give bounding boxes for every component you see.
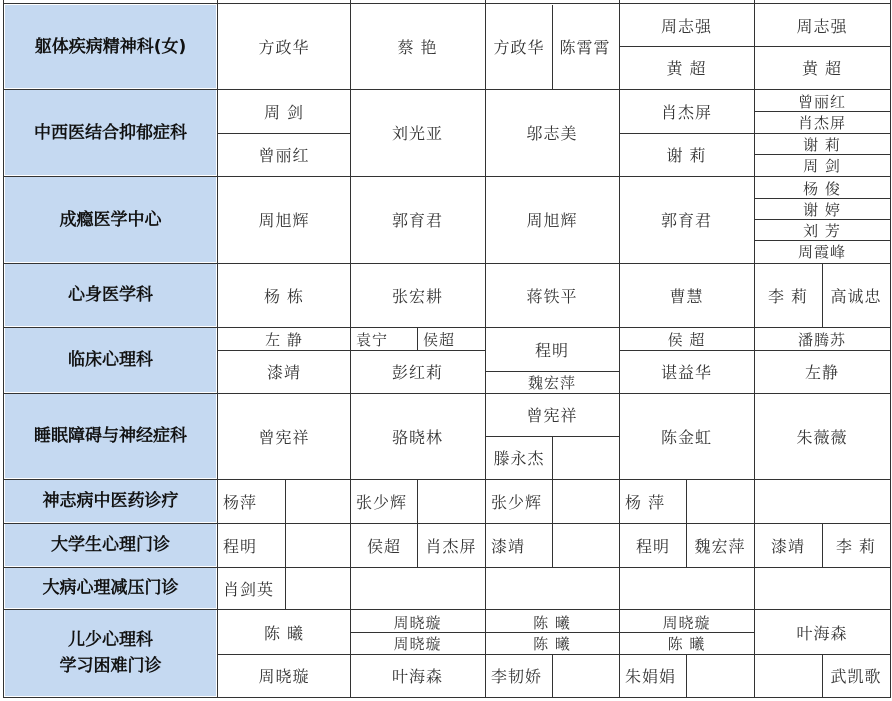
dept-header: 大病心理减压门诊	[5, 568, 216, 608]
grid-line	[3, 176, 890, 177]
grid-line	[754, 219, 890, 220]
table-cell: 黄 超	[801, 59, 843, 78]
table-cell: 方政华	[258, 38, 310, 57]
grid-line	[3, 393, 890, 394]
grid-line	[417, 327, 418, 350]
table-cell: 周旭辉	[258, 211, 310, 230]
grid-line	[552, 436, 553, 480]
table-cell: 侯超	[366, 536, 401, 556]
table-cell: 曾丽红	[797, 92, 846, 111]
table-cell: 杨 萍	[625, 492, 666, 512]
table-cell: 骆晓林	[391, 427, 443, 447]
table-cell: 叶海森	[796, 623, 848, 643]
grid-line	[485, 0, 486, 698]
table-cell: 程明	[635, 536, 670, 556]
dept-header: 临床心理科	[5, 328, 216, 392]
dept-header-line: 学习困难门诊	[59, 656, 162, 676]
grid-line	[217, 350, 485, 351]
grid-line	[3, 3, 890, 4]
table-cell: 肖杰屏	[425, 536, 477, 556]
grid-line	[822, 654, 823, 698]
table-cell: 朱娟娟	[625, 667, 677, 686]
grid-line	[754, 0, 755, 698]
table-cell: 方政华	[493, 38, 545, 57]
table-cell: 左静	[804, 363, 839, 382]
table-cell: 邬志美	[526, 124, 578, 143]
table-cell: 曹慧	[669, 286, 704, 306]
table-cell: 朱薇薇	[796, 427, 848, 447]
dept-header: 成瘾医学中心	[5, 177, 216, 262]
table-cell: 谌益华	[660, 363, 712, 382]
grid-line	[217, 0, 218, 698]
dept-header: 中西医结合抑郁症科	[5, 90, 216, 175]
table-cell: 谢 婷	[803, 200, 841, 219]
table-cell: 陈 曦	[263, 623, 305, 643]
grid-line	[350, 0, 351, 698]
table-cell: 周霞峰	[797, 243, 846, 261]
grid-line	[217, 654, 350, 655]
table-cell: 刘 芳	[803, 221, 841, 240]
grid-line	[822, 523, 823, 567]
table-cell: 李 莉	[835, 536, 877, 556]
grid-line	[552, 654, 553, 698]
dept-header	[5, 610, 216, 696]
grid-line	[822, 263, 823, 327]
grid-line	[686, 654, 687, 698]
grid-line	[3, 327, 890, 328]
table-cell: 漆靖	[266, 363, 301, 382]
grid-line	[619, 0, 620, 698]
table-cell: 彭红莉	[391, 363, 443, 382]
dept-header-line: 儿少心理科	[68, 630, 153, 650]
table-cell: 叶海森	[391, 667, 443, 686]
dept-header: 大学生心理门诊	[5, 524, 216, 566]
table-cell: 谢 莉	[803, 135, 841, 154]
table-cell: 周志强	[796, 16, 848, 36]
table-cell: 蔡 艳	[397, 38, 438, 57]
grid-line	[350, 632, 754, 633]
table-cell: 杨萍	[223, 492, 258, 512]
table-cell: 黄 超	[666, 59, 707, 78]
table-cell: 李韧娇	[491, 667, 543, 686]
table-cell: 谢 莉	[666, 146, 707, 165]
table-cell: 程明	[223, 536, 258, 556]
table-cell: 周晓璇	[662, 613, 711, 632]
table-cell: 周 剑	[803, 156, 841, 175]
table-cell: 侯超	[423, 330, 456, 349]
grid-line	[3, 263, 890, 264]
table-cell: 周晓璇	[393, 634, 442, 653]
table-cell: 滕永杰	[493, 449, 545, 468]
table-cell: 周志强	[660, 16, 712, 36]
grid-line	[285, 567, 286, 609]
dept-header: 睡眠障碍与神经症科	[5, 394, 216, 478]
grid-line	[552, 523, 553, 567]
table-cell: 肖杰屏	[797, 113, 846, 132]
table-cell: 魏宏萍	[694, 536, 746, 556]
grid-line	[417, 479, 418, 523]
table-cell: 刘光亚	[391, 124, 443, 143]
grid-line	[3, 697, 890, 698]
table-cell: 陈 曦	[533, 634, 571, 653]
dept-header: 心身医学科	[5, 264, 216, 326]
table-cell: 杨 俊	[803, 179, 841, 198]
table-cell: 左 静	[265, 330, 303, 349]
grid-line	[754, 111, 890, 112]
table-cell: 漆靖	[491, 536, 526, 556]
grid-line	[754, 133, 890, 134]
table-cell: 袁宁	[356, 330, 389, 349]
grid-line	[619, 46, 890, 47]
table-cell: 曾宪祥	[526, 406, 578, 425]
table-cell: 周旭辉	[526, 211, 578, 230]
grid-line	[3, 89, 890, 90]
table-cell: 周晓璇	[393, 613, 442, 632]
table-cell: 周晓璇	[258, 667, 310, 686]
grid-line	[217, 133, 350, 134]
table-cell: 张少辉	[356, 492, 408, 512]
table-cell: 武凯歌	[830, 667, 882, 686]
dept-header: 神志病中医药诊疗	[5, 480, 216, 522]
grid-line	[485, 371, 619, 372]
grid-line	[619, 133, 754, 134]
dept-header: 躯体疾病精神科(女)	[5, 5, 216, 88]
grid-line	[754, 198, 890, 199]
grid-line	[3, 523, 890, 524]
table-cell: 郭育君	[391, 211, 443, 230]
grid-line	[890, 0, 891, 698]
grid-line	[686, 523, 687, 567]
table-cell: 曾宪祥	[258, 427, 310, 447]
grid-line	[754, 240, 890, 241]
grid-line	[552, 479, 553, 523]
table-cell: 肖剑英	[223, 579, 275, 599]
table-cell: 曾丽红	[258, 146, 310, 165]
table-cell: 张宏耕	[391, 286, 443, 306]
table-cell: 张少辉	[491, 492, 543, 512]
table-cell: 漆靖	[770, 536, 805, 556]
grid-line	[3, 0, 4, 698]
grid-line	[285, 479, 286, 523]
table-cell: 陈 曦	[667, 634, 706, 653]
grid-line	[285, 523, 286, 567]
table-cell: 陈 曦	[533, 613, 571, 632]
table-cell: 程明	[534, 340, 569, 360]
table-cell: 周 剑	[263, 102, 305, 122]
grid-line	[754, 154, 890, 155]
grid-line	[3, 609, 890, 610]
table-cell: 杨 栋	[263, 286, 305, 306]
grid-line	[552, 5, 553, 89]
table-cell: 肖杰屏	[660, 102, 712, 122]
table-cell: 陈霄霄	[559, 38, 611, 57]
table-cell: 郭育君	[660, 211, 712, 230]
table-cell: 侯 超	[667, 330, 706, 349]
grid-line	[686, 479, 687, 523]
table-cell: 陈金虹	[660, 427, 712, 447]
grid-line	[417, 523, 418, 567]
table-cell: 李 莉	[767, 286, 809, 306]
table-cell: 潘腾苏	[797, 330, 846, 349]
table-cell: 高诚忠	[830, 286, 882, 306]
grid-line	[3, 479, 890, 480]
table-cell: 蒋铁平	[526, 286, 578, 306]
grid-line	[619, 350, 890, 351]
grid-line	[3, 567, 890, 568]
table-cell: 魏宏萍	[527, 373, 576, 392]
